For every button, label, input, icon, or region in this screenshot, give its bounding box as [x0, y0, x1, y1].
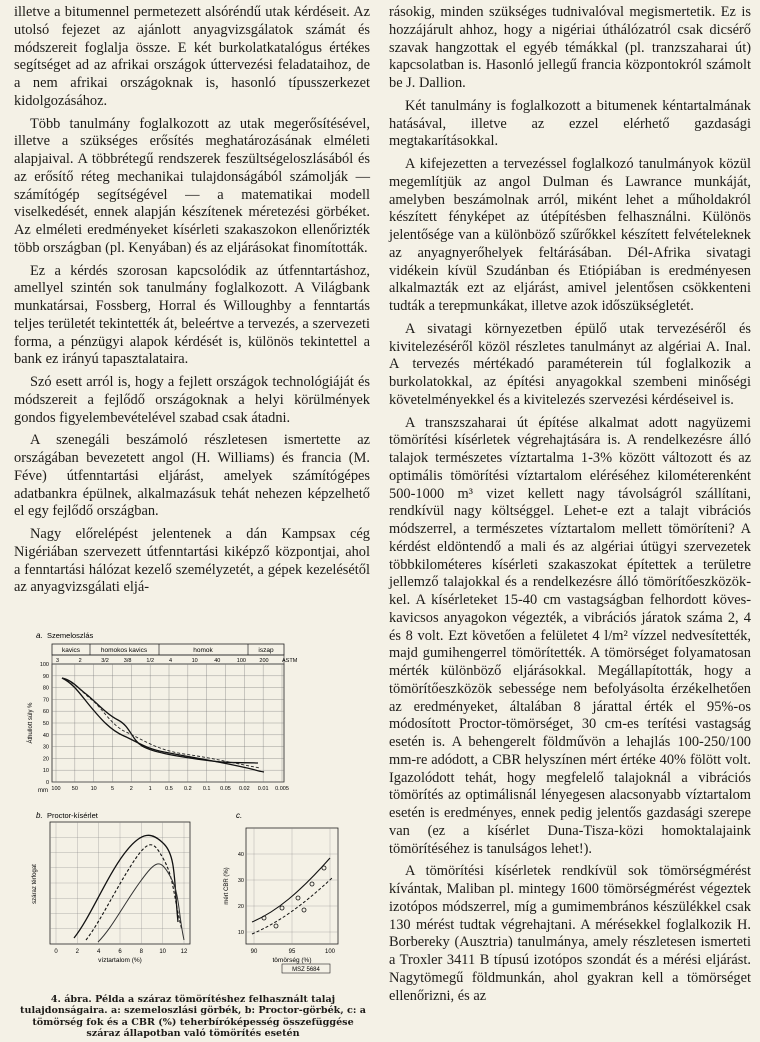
y-tick-label: 80: [42, 685, 49, 692]
panel-b-xlabel: víztartalom (%): [98, 957, 142, 964]
panel-c-xlabel: tömörség (%): [272, 957, 312, 964]
panel-c-letter: c.: [236, 811, 243, 820]
x-tick-label: 12: [180, 949, 188, 955]
figure-graphics: [14, 622, 370, 992]
panel-a-letter: a.: [36, 631, 43, 640]
paragraph: A sivatagi környezetben épülő utak tervezéséről és kivitelezéséről közöl részletes tanulmányt az algériai A. Inal. A tervezés mértékadó paraméterein túl foglalkozik a burkolatokkal, az építési anyagokkal szembeni minőségi követelményekkel és a kivitelezés szervezési kérdéseivel is.: [389, 320, 751, 408]
sieve-label: 100: [236, 658, 246, 664]
panel-b-title: Proctor-kísérlet: [47, 811, 98, 820]
y-tick-label: 50: [42, 721, 49, 727]
sieve-label: 3: [56, 658, 60, 664]
x-tick-label: 100: [51, 786, 61, 792]
paragraph: rásokig, minden szükséges tudnivalóval megismertetik. Ez is hozzájárult ahhoz, hogy a nigériai úthálózatról csak dicsérő szavak hangzottak el egyéb témákkal (pl. tranzszaharai út) kapcsolatban is. Hasonló jellegű francia központokról számolt be J. Dallion.: [389, 4, 751, 91]
panel-a-ylabel: Áthullott súly %: [28, 702, 34, 744]
soil-class-bar: [52, 644, 284, 655]
panel-b-letter: b.: [36, 811, 43, 820]
standard-stamp: MSZ 5684: [292, 967, 320, 973]
sieve-labels: [56, 658, 298, 664]
x-tick-label: 10: [159, 949, 167, 955]
figure-4: [14, 622, 370, 997]
x-tick-label: 2: [129, 786, 133, 792]
x-tick-label: 50: [71, 786, 78, 792]
x-tick-label: 10: [90, 786, 97, 792]
x-tick-label: 0.05: [220, 786, 231, 792]
x-tick-label: 0.5: [165, 786, 173, 792]
left-column: [14, 4, 370, 602]
paragraph: illetve a bitumennel permetezett alsóréndű utak kérdéseit. Az utolsó fejezet az ajánlott anyagvizsgálatok számát és módszereit foglalja össze. E két burkolatkatalógus értékes segítséget ad az afrikai országok úttervezési feladataihoz, de a nem afrikai országoknak is, hasonló típusszerkezet kidolgozásához.: [14, 4, 370, 109]
sieve-row: [52, 655, 284, 664]
y-tick-label: 70: [42, 697, 49, 704]
sieve-label: 4: [169, 658, 173, 664]
figure-caption: 4. ábra. Példa a száraz tömörítéshez felhasznált talaj tulajdonságaira. a: szemeloszlási görbék, b: Proctor-görbék, c: a tömörség fok és a CBR (%) teherbíróképesség összefüggése száraz állapotban való tömörítés esetén: [20, 994, 366, 1040]
paragraph: A szenegáli beszámoló részletesen ismertette az országában bevezetett angol (H. Williams) és francia (M. Féve) útfenntartási eljárást, amelyek számítógépes adatbankra épülnek, alkalmazásuk tehát nehezen képzelhető el egy fejlődő országban.: [14, 432, 370, 520]
y-tick-label: 10: [42, 768, 49, 775]
x-tick-label: 0.01: [257, 786, 269, 792]
sieve-label: 10: [191, 658, 198, 664]
x-tick-label: 100: [324, 949, 336, 955]
paragraph: Nagy előrelépést jelentenek a dán Kampsax cég Nigériában szervezett útfenntartási kiképző központjai, ahol a fenntartási hálózat kezelő személyzetét, a gépek kezelésétől az anyagvizsgálati eljá-: [14, 526, 370, 596]
soil-class-label: kavics: [61, 647, 81, 654]
x-tick-label: 6: [118, 949, 122, 955]
y-tick-label: 20: [237, 904, 244, 910]
grading-curve-upper: [62, 678, 258, 763]
x-tick-label: 2: [75, 949, 80, 955]
y-tick-label: 20: [42, 756, 49, 763]
soil-class-label: homok: [193, 647, 213, 654]
sieve-label: 200: [259, 658, 269, 664]
soil-class-label: homokos kavics: [100, 647, 148, 654]
proctor-curve-1: [74, 835, 178, 938]
panel-a-xlabel: mm: [38, 788, 48, 794]
panel-a-title: Szemeloszlás: [47, 631, 94, 640]
y-tick-label: 10: [237, 930, 244, 936]
x-tick-label: 1: [148, 786, 152, 792]
sieve-label: 1/2: [146, 658, 155, 664]
paragraph: A tömörítési kísérletek rendkívül sok tömörségmérést kívántak, Maliban pl. mintegy 1600 tömörségmérést végeztek izotópos módszerrel, míg a gumimembrános készülékkel csak 130 mérést tudtak végrehajtani. A mérésekkel foglalkozik H. Borbereky (Ausztria) tanulmánya, amely részletesen ismerteti a Troxler 3411 B típusú izotópos szondát és a mérési eljárást. Nagytömegű földmunkán, ahol gyakran kell a tömörséget ellenőrizni, és az: [389, 863, 751, 1004]
x-tick-label: 90: [250, 949, 258, 955]
y-tick-label: 40: [237, 852, 244, 858]
x-tick-label: 0.2: [184, 786, 192, 792]
x-tick-label: 0.005: [275, 786, 289, 792]
x-tick-label: 5: [110, 786, 115, 792]
y-tick-label: 40: [42, 732, 49, 739]
y-tick-label: 100: [39, 662, 49, 668]
y-tick-label: 60: [42, 709, 49, 716]
right-column: [389, 4, 751, 1010]
x-tick-label: 0: [54, 949, 58, 955]
y-tick-label: 90: [42, 673, 49, 680]
sieve-label: 40: [214, 658, 221, 664]
paragraph: Több tanulmány foglalkozott az utak megerősítésével, illetve a szükséges erősítés meghatározásának elméleti alapjaival. A többrétegű rendszerek feszültségeloszlásából és az erősítő réteg mechanikai tulajdonságából számolják — számítógép segítségével — a matematikai modell viselkedését, ennek alapján készítenek méretezési görbéket. Az elméleti eredményeket kísérleti szakaszokon ellenőrizték több országban (pl. Kenyában) és az eljárásokat finomították.: [14, 115, 370, 256]
panel-c: [224, 811, 338, 973]
cbr-points: [262, 866, 326, 928]
x-tick-label: 0.02: [238, 786, 250, 792]
panel-b: [32, 811, 190, 964]
x-tick-label: 4: [96, 949, 101, 955]
sieve-label: 3/2: [101, 658, 109, 664]
paragraph: A transzszaharai út építése alkalmat adott nagyüzemi tömörítési kísérletek végrehajtására is. A rendelkezésre álló talajok természetes víztartalma 1-3% között változott és az optimális tömörítési víztartalom eléréséhez kilométerenként 500-1000 m³ vizet kellett nagy távolságról szállítani, rendkívül nagy költséggel. Lehet-e ezt a talajt vibrációs módszerrel, a természetes víztartalom mellett tömöríteni? A kérdést eldöntendő a mali és az algériai útügyi szervezetek többkilométeres kísérleti szakaszokat építettek a területre jellemző talajokkal és a rendelkezésre álló tömörítőeszközökkel. A kísérleteket 15-40 cm vastagságban felhordott köves-kavicsos anyagokon végezték, a vibrációs járatok száma 2, 4 és 8 volt. Ezt követően a felületet 4 l/m² vízzel nedvesítették, majd gumihengerrel tömörítették. A tömörséget folyamatosan mérték különböző eljárásokkal. Megállapították, hogy a tömörítőeszközök sebessége nem befolyásolta érzékelhetően az eredményeket, általában 8 járattal érték el 95%-os módosított Proctor-tömörséget, 30 cm-es terítési vastagság esetén is. A behengerelt földművön a lehajlás 100-250/100 mm-re adódott, a CBR helyszínen mért értéke 40% fölött volt. Igazolódott tehát, hogy megfelelő talajoknál a vibrációs tömörítés az optimálisnál lényegesen alacsonyabb víztartalom esetén is eredményes, ennek pedig jelentős gazdasági szerepe van (ez a kísérlet Duna-Tisza-közi homoktalajaink tömörítéséhez is tanulságos lehet!).: [389, 414, 751, 857]
sieve-label: 2: [78, 658, 82, 664]
y-tick-label: 30: [237, 878, 244, 884]
paragraph: Ez a kérdés szorosan kapcsolódik az útfenntartáshoz, amellyel szintén sok tanulmány foglalkozott. A Világbank munkatársai, Fossberg, Horral és Willoughby a fenntartás teljes területét tekintették át, beleértve a tervezés, a szervezeti forma, a pénzügyi alapok kérdését is, különös tekintettel a bank ez irányú tapasztalataira.: [14, 262, 370, 368]
x-tick-label: 0.1: [202, 786, 211, 792]
paragraph: A kifejezetten a tervezéssel foglalkozó tanulmányok közül megemlítjük az angol Dulman és Lawrance munkáját, amelyben beszámolnak arról, miként lehet a műholdakról készített fényképet az útépítésben felhasználni. Különös jelentősége van a különböző szűrőkkel készített felvételeknek az anyagnyerőhelyek feltárásában. Dél-Afrika sivatagi vidékein kívül Szudánban és Etiópiában is eredményesen alkalmazták ezt az eljárást, amivel jelentősen csökkenteni tudták a terepmunkákat, illetve azok időszükségletét.: [389, 156, 751, 314]
soil-class-label: iszap: [258, 647, 274, 654]
y-tick-label: 30: [42, 744, 49, 751]
paragraph: Két tanulmány is foglalkozott a bitumenek kéntartalmának hatásával, illetve az ezzel elérhető gazdasági megtakarításokkal.: [389, 97, 751, 150]
y-tick-label: 0: [45, 780, 49, 786]
sieve-label: 3/8: [123, 658, 132, 664]
x-tick-label: 95: [288, 949, 296, 955]
panel-a: [27, 631, 298, 794]
x-tick-label: 8: [139, 949, 144, 955]
panel-b-ylabel: száraz térfogat: [32, 864, 38, 904]
grading-curve-lower: [62, 678, 264, 772]
paragraph: Szó esett arról is, hogy a fejlett országok technológiáját és módszereit a fejlődő országoknak a helyi körülmények gondos figyelembevételével szabad csak átadni.: [14, 374, 370, 426]
panel-c-ylabel: mért CBR (%): [224, 867, 230, 905]
sieve-label: ASTM: [282, 658, 298, 664]
